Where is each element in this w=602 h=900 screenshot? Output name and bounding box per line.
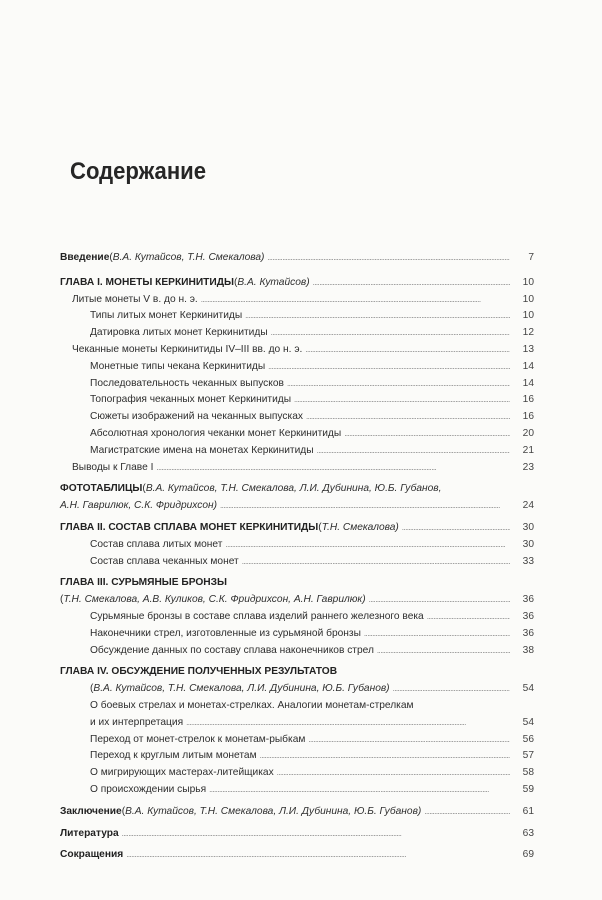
- entry-title: Состав сплава литых монет: [90, 538, 223, 550]
- page-number: 38: [522, 644, 534, 656]
- entry-title: Переход к круглым литым монетам: [90, 750, 257, 762]
- entry-heading: Литература: [60, 827, 119, 839]
- entry-title: (: [121, 805, 126, 817]
- dot-leader: [271, 328, 510, 337]
- entry-heading: Заключение: [60, 805, 122, 817]
- toc-entry[interactable]: [60, 700, 534, 717]
- toc-entry[interactable]: [60, 411, 534, 428]
- toc-entry[interactable]: [60, 294, 534, 311]
- toc-entry[interactable]: [60, 378, 534, 395]
- entry-title: Монетные типы чекана Керкинитиды: [90, 360, 266, 372]
- toc-entry[interactable]: [60, 310, 534, 327]
- dot-leader: [201, 295, 510, 304]
- dot-leader: [126, 850, 510, 859]
- dot-leader: [313, 278, 510, 287]
- page-number: 14: [522, 377, 534, 389]
- dot-leader: [294, 395, 510, 404]
- toc-entry[interactable]: [60, 522, 534, 539]
- dot-leader: [427, 612, 510, 621]
- entry-title: (: [60, 594, 64, 606]
- dot-leader: [377, 646, 510, 655]
- toc-entry[interactable]: [60, 483, 534, 500]
- entry-title: Последовательность чеканных выпусков: [90, 377, 284, 389]
- page-number: 10: [522, 276, 534, 288]
- entry-title: (: [142, 483, 146, 495]
- table-of-contents: [60, 244, 534, 866]
- dot-leader: [245, 311, 510, 320]
- entry-title: (: [90, 683, 94, 695]
- dot-leader: [122, 829, 510, 838]
- toc-entry[interactable]: [60, 806, 534, 823]
- dot-leader: [277, 768, 510, 777]
- page-number: 57: [522, 750, 534, 762]
- page-number: 13: [522, 343, 534, 355]
- page-number: 56: [522, 733, 534, 745]
- toc-entry[interactable]: [60, 828, 534, 845]
- toc-entry[interactable]: [60, 394, 534, 411]
- toc-entry[interactable]: [60, 445, 534, 462]
- entry-title: Обсуждение данных по составу сплава наконечников стрел: [90, 644, 374, 656]
- toc-entry[interactable]: [60, 594, 534, 611]
- toc-entry[interactable]: [60, 734, 534, 751]
- entry-heading: ГЛАВА I. МОНЕТЫ КЕРКИНИТИДЫ: [60, 276, 234, 288]
- page-number: 7: [528, 252, 534, 263]
- page-number: 16: [522, 394, 534, 406]
- toc-entry[interactable]: [60, 645, 534, 662]
- entry-heading: ГЛАВА IV. ОБСУЖДЕНИЕ ПОЛУЧЕННЫХ РЕЗУЛЬТАТОВ: [60, 666, 338, 678]
- toc-entry[interactable]: [60, 344, 534, 361]
- entry-heading: ГЛАВА II. СОСТАВ СПЛАВА МОНЕТ КЕРКИНИТИДЫ: [60, 521, 319, 533]
- page-number: 16: [522, 411, 534, 423]
- entry-title: Литые монеты V в. до н. э.: [72, 293, 198, 305]
- dot-leader: [287, 379, 510, 388]
- dot-leader: [268, 362, 510, 371]
- entry-title: Переход от монет-стрелок к монетам-рыбкам: [90, 733, 306, 745]
- entry-title: и их интерпретация: [90, 716, 184, 728]
- entry-title: Чеканные монеты Керкинитиды IV–III вв. до н. э.: [72, 343, 303, 355]
- entry-authors: В.А. Кутайсов): [237, 276, 310, 288]
- entry-title: (: [318, 521, 322, 533]
- toc-entry[interactable]: [60, 428, 534, 445]
- page-number: 10: [522, 310, 534, 322]
- entry-authors: В.А. Кутайсов, Т.Н. Смекалова, Л.И. Дубинина, Ю.Б. Губанов): [125, 805, 422, 817]
- page-number: 24: [522, 500, 534, 512]
- dot-leader: [344, 429, 510, 438]
- dot-leader: [209, 785, 510, 794]
- dot-leader: [305, 345, 510, 354]
- toc-entry[interactable]: [60, 611, 534, 628]
- entry-title: Сурьмяные бронзы в составе сплава изделий раннего железного века: [90, 610, 424, 622]
- page-title: Содержание: [70, 158, 207, 185]
- entry-heading: ФОТОТАБЛИЦЫ: [60, 483, 143, 495]
- page-number: 23: [522, 461, 534, 473]
- toc-entry[interactable]: [60, 750, 534, 767]
- dot-leader: [393, 684, 510, 693]
- dot-leader: [364, 629, 510, 638]
- page-number: 10: [522, 293, 534, 305]
- entry-title: (: [109, 252, 113, 263]
- page-number: 20: [522, 427, 534, 439]
- entry-title: О мигрирующих мастерах-литейщиках: [90, 767, 274, 779]
- page-number: 58: [522, 767, 534, 779]
- page-number: 36: [522, 610, 534, 622]
- page-number: 30: [522, 538, 534, 550]
- dot-leader: [369, 595, 510, 604]
- toc-entry[interactable]: [60, 849, 534, 866]
- dot-leader: [306, 412, 510, 421]
- entry-title: Сюжеты изображений на чеканных выпусках: [90, 411, 303, 423]
- entry-authors: Т.Н. Смекалова): [321, 521, 399, 533]
- dot-leader: [402, 523, 510, 532]
- toc-entry[interactable]: [60, 577, 534, 594]
- toc-entry[interactable]: [60, 628, 534, 645]
- page-number: 21: [522, 444, 534, 456]
- entry-title: Состав сплава чеканных монет: [90, 555, 239, 567]
- toc-entry[interactable]: [60, 252, 534, 269]
- page-number: 61: [522, 805, 534, 817]
- dot-leader: [260, 751, 510, 760]
- page-number: 69: [522, 849, 534, 861]
- dot-leader: [156, 463, 510, 472]
- page-number: 33: [522, 555, 534, 567]
- page-number: 30: [522, 521, 534, 533]
- entry-heading: Введение: [60, 252, 110, 263]
- toc-entry[interactable]: [60, 539, 534, 556]
- toc-entry[interactable]: [60, 500, 534, 517]
- entry-title: О боевых стрелах и монетах-стрелках. Аналогии монетам-стрелкам: [90, 699, 414, 711]
- toc-entry[interactable]: [60, 556, 534, 573]
- entry-title: Датировка литых монет Керкинитиды: [90, 327, 268, 339]
- entry-title: Абсолютная хронология чеканки монет Керкинитиды: [90, 427, 342, 439]
- entry-title: О происхождении сырья: [90, 783, 207, 795]
- toc-entry[interactable]: [60, 361, 534, 378]
- dot-leader: [424, 807, 510, 816]
- page-number: 63: [522, 827, 534, 839]
- page-number: 59: [522, 783, 534, 795]
- entry-authors: В.А. Кутайсов, Т.Н. Смекалова, Л.И. Дубинина, Ю.Б. Губанов): [93, 683, 390, 695]
- toc-entry[interactable]: [60, 784, 534, 801]
- toc-entry[interactable]: [60, 683, 534, 700]
- toc-entry[interactable]: [60, 666, 534, 683]
- entry-title: Магистратские имена на монетах Керкинитиды: [90, 444, 314, 456]
- dot-leader: [267, 253, 510, 262]
- page-number: 54: [522, 716, 534, 728]
- entry-authors: А.Н. Гаврилюк, С.К. Фридрихсон): [60, 500, 218, 512]
- dot-leader: [242, 557, 510, 566]
- entry-heading: ГЛАВА III. СУРЬМЯНЫЕ БРОНЗЫ: [60, 577, 228, 589]
- entry-title: Топография чеканных монет Керкинитиды: [90, 394, 292, 406]
- page-number: 36: [522, 627, 534, 639]
- toc-entry[interactable]: [60, 327, 534, 344]
- entry-authors: В.А. Кутайсов, Т.Н. Смекалова): [112, 252, 265, 263]
- entry-authors: В.А. Кутайсов, Т.Н. Смекалова, Л.И. Дубинина, Ю.Б. Губанов,: [145, 483, 442, 495]
- dot-leader: [186, 718, 510, 727]
- dot-leader: [225, 540, 510, 549]
- dot-leader: [308, 735, 510, 744]
- page-number: 54: [522, 683, 534, 695]
- toc-entry[interactable]: [60, 717, 534, 734]
- dot-leader: [317, 446, 510, 455]
- entry-title: Наконечники стрел, изготовленные из сурьмяной бронзы: [90, 627, 361, 639]
- page-number: 14: [522, 360, 534, 372]
- entry-title: (: [233, 276, 238, 288]
- entry-authors: Т.Н. Смекалова, А.В. Куликов, С.К. Фридрихсон, А.Н. Гаврилюк): [63, 594, 366, 606]
- page-number: 36: [522, 594, 534, 606]
- entry-title: Выводы к Главе I: [72, 461, 154, 473]
- dot-leader: [220, 501, 510, 510]
- toc-entry[interactable]: [60, 462, 534, 479]
- entry-title: Типы литых монет Керкинитиды: [90, 310, 243, 322]
- entry-heading: Сокращения: [60, 849, 124, 861]
- toc-entry[interactable]: [60, 767, 534, 784]
- page-number: 12: [522, 327, 534, 339]
- toc-entry[interactable]: [60, 277, 534, 294]
